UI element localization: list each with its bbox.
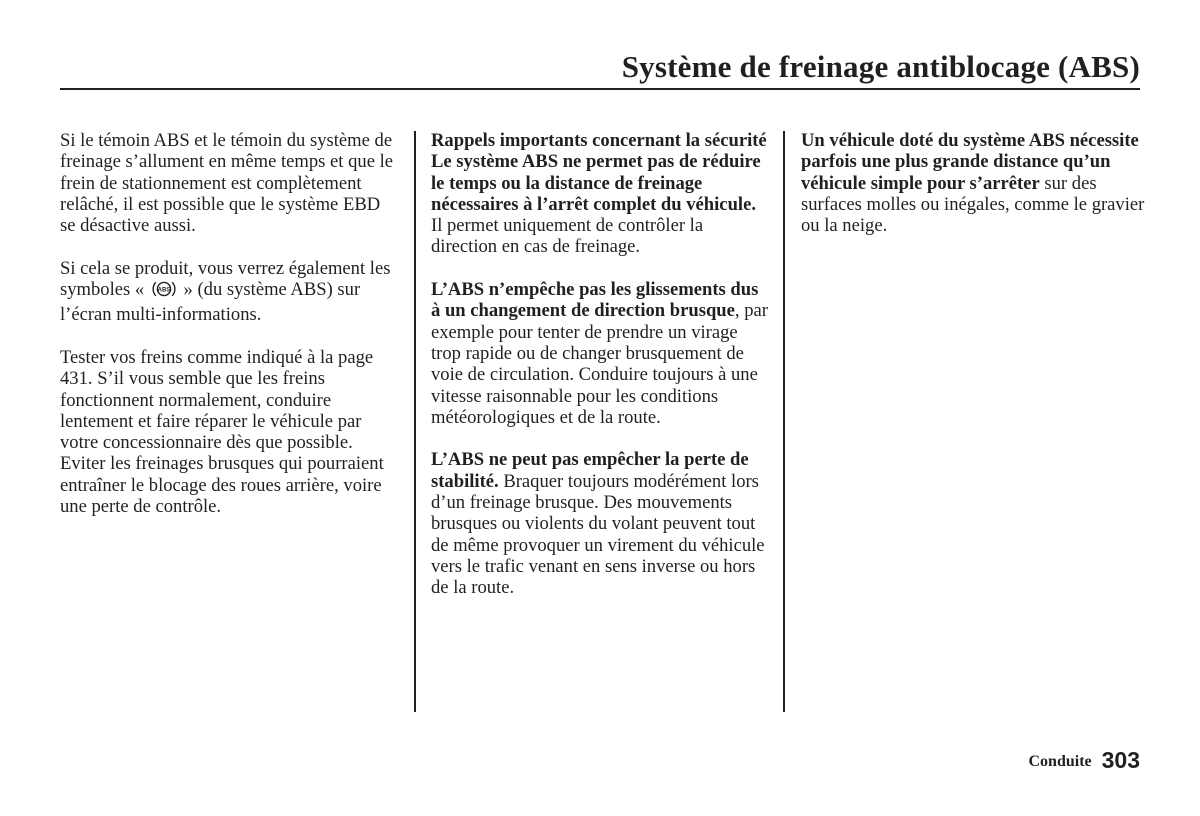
stability-warning-bold: L’ABS ne peut pas empêcher la perte de stabilité. [431,449,749,492]
paragraph-abs-symbols [60,258,400,326]
paragraph-ebd-warning: Si le témoin ABS et le témoin du système de freinage s’allument en même temps et que le frein de stationnement est complètement relâché, il est possible que le système EBD se désactive aussi. [60,130,394,237]
column-divider-1 [414,131,416,712]
paragraph-safety-reminders [431,130,771,258]
abs-icon-label: ABS [157,287,171,294]
stability-warning-text: Braquer toujours modérément lors d’un freinage brusque. Des mouvements brusques ou violents du volant peuvent tout de même provoquer un virement du véhicule vers le trafic venant en sens inverse ou hors de la route. [431,470,765,599]
abs-warning-icon [151,279,177,304]
paragraph-stability-warning [431,449,771,598]
stopping-distance-bold: Un véhicule doté du système ABS nécessite parfois une plus grande distance qu’un véhicule simple pour s’arrêter [801,130,1139,194]
safety-reminders-text: Il permet uniquement de contrôler la direction en cas de freinage. [431,215,704,258]
paragraph-abs-symbols-text-before: Si cela se produit, vous verrez également les symboles « [60,257,391,301]
paragraph-stopping-distance [801,130,1146,236]
column-divider-2 [783,131,785,712]
stopping-distance-text: sur des surfaces molles ou inégales, comme le gravier ou la neige. [801,172,1145,237]
page-title: Système de freinage antiblocage (ABS) [621,49,1140,84]
page-number: 303 [1101,747,1140,773]
paragraph-skid-warning [431,279,771,428]
skid-warning-bold: L’ABS n’empêche pas les glissements dus à un changement de direction brusque [431,279,759,322]
paragraph-abs-symbols-text-after: » (du système ABS) sur l’écran multi-informations. [60,279,361,326]
column-right [801,130,1146,258]
title-rule [60,88,1140,90]
paragraph-test-brakes: Tester vos freins comme indiqué à la page 431. S’il vous semble que les freins fonctionnent normalement, conduire lentement et faire réparer le véhicule par votre concessionnaire dès que possible. Eviter les freinages brusques qui pourraient entraîner le blocage des roues arrière, voire une perte de contrôle. [60,346,384,518]
column-left [60,130,400,539]
page-footer [1029,747,1141,774]
skid-warning-text: , par exemple pour tenter de prendre un virage trop rapide ou de changer brusquement de voie de circulation. Conduire toujours à une vitesse raisonnable pour les conditions météorologiques et de la route. [431,300,768,428]
safety-reminders-bold: Rappels importants concernant la sécurité Le système ABS ne permet pas de réduire le temps ou la distance de freinage nécessaires à l’arrêt complet du véhicule. [431,130,767,215]
footer-section-name: Conduite [1028,753,1092,770]
column-middle [431,130,771,620]
